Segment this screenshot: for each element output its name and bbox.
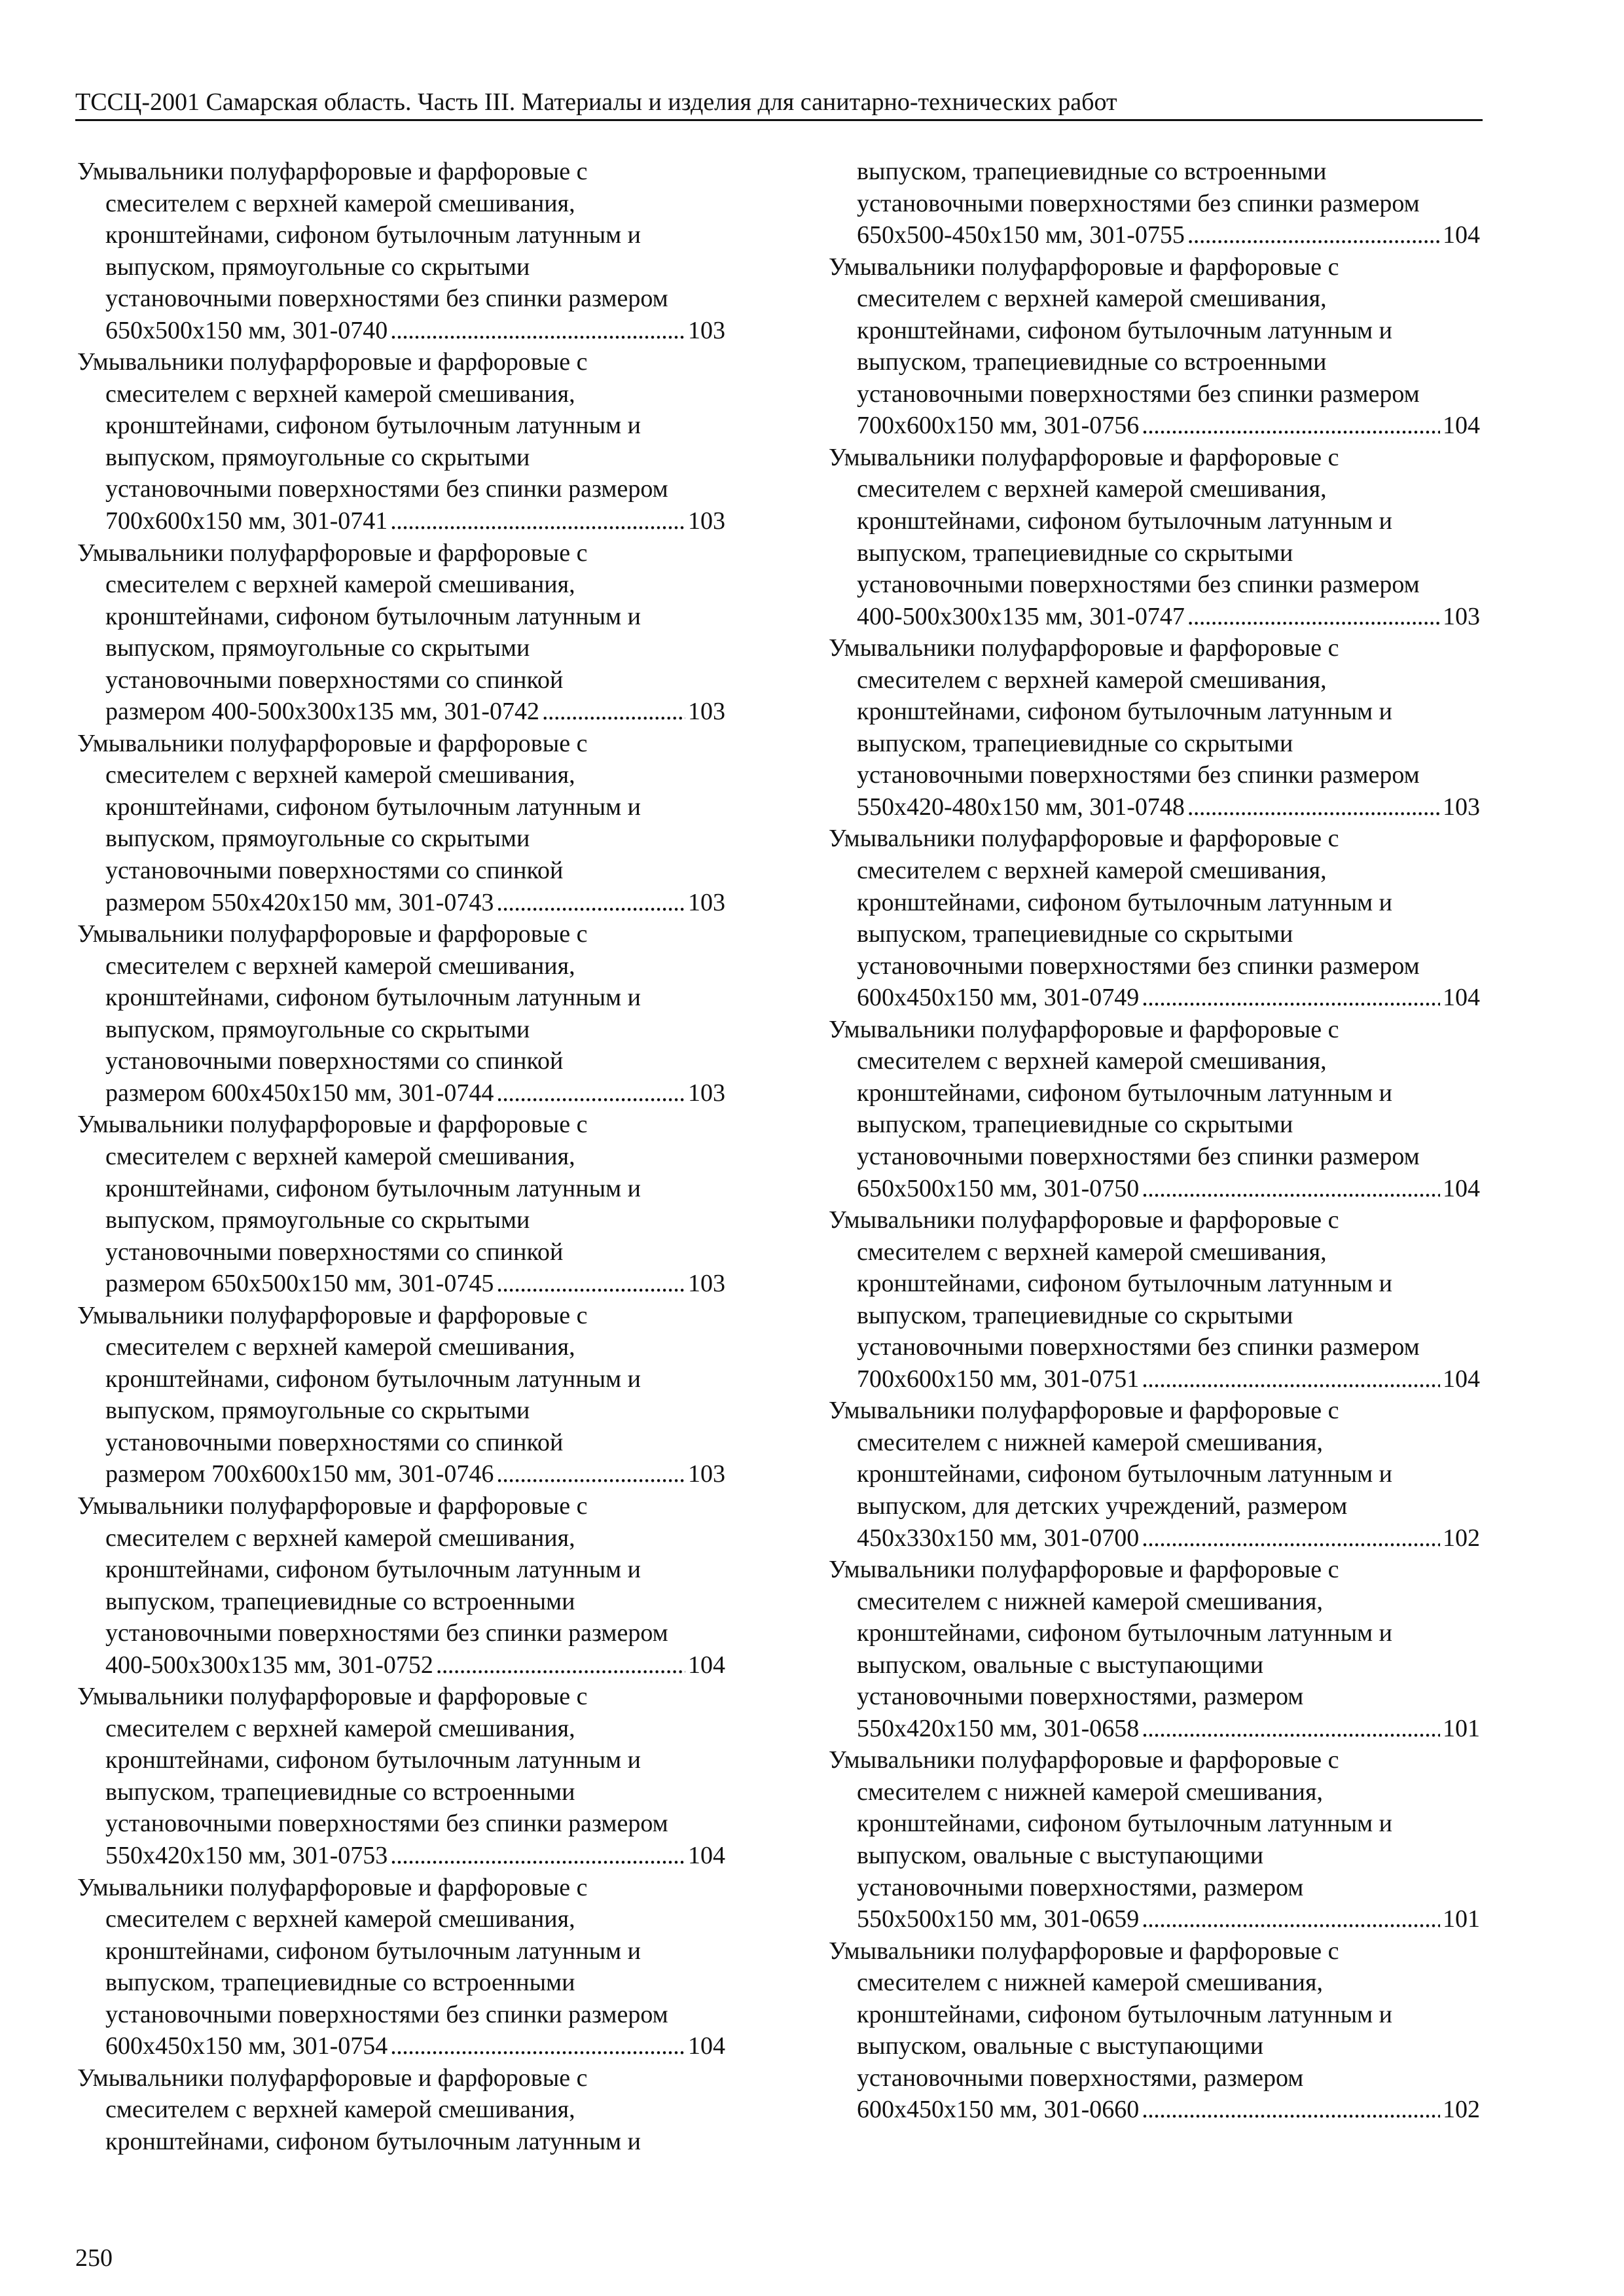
index-entry-text: кронштейнами, сифоном бутылочным латунным и: [857, 1270, 1393, 1298]
index-entry-last-line: [77, 1840, 725, 1872]
index-entry: [77, 537, 725, 728]
index-entry-text: выпуском, трапециевидные со встроенными: [105, 1587, 575, 1615]
dot-leader: [1142, 1903, 1440, 1935]
index-page-ref: 103: [688, 1270, 725, 1298]
index-entry-last-line: [829, 1903, 1480, 1935]
index-page-ref: 101: [1443, 1905, 1480, 1933]
index-entry-text: кронштейнами, сифоном бутылочным латунным и: [105, 1174, 641, 1202]
dot-leader: [436, 1649, 685, 1681]
index-page-ref: 104: [688, 1651, 725, 1679]
index-entry: [77, 1109, 725, 1299]
index-entry-text: Умывальники полуфарфоровые и фарфоровые с: [829, 1397, 1339, 1425]
index-entry-text: размером 700х600х150 мм, 301-0746: [105, 1460, 494, 1488]
index-entry-text: установочными поверхностями без спинки размером: [857, 380, 1420, 408]
index-entry-text: выпуском, овальные с выступающими: [857, 1841, 1264, 1869]
index-entry-text: Умывальники полуфарфоровые и фарфоровые с: [77, 348, 588, 376]
running-header: ТССЦ-2001 Самарская область. Часть III. Материалы и изделия для санитарно-технических работ: [75, 88, 1117, 116]
dot-leader: [542, 696, 685, 728]
index-entry-text: смесителем с нижней камерой смешивания,: [857, 1587, 1323, 1615]
index-entry-last-line: [77, 505, 725, 537]
index-entry-text: 700х600х150 мм, 301-0751: [857, 1365, 1140, 1393]
dot-leader: [496, 887, 685, 919]
index-entry-text: выпуском, овальные с выступающими: [857, 2032, 1264, 2060]
index-entry-text: кронштейнами, сифоном бутылочным латунным и: [857, 1079, 1393, 1107]
index-entry-text: выпуском, трапециевидные со встроенными: [857, 348, 1327, 376]
index-entry-text: кронштейнами, сифоном бутылочным латунным и: [105, 602, 641, 630]
header-rule: [75, 119, 1483, 121]
index-entry-text: Умывальники полуфарфоровые и фарфоровые с: [829, 1937, 1339, 1965]
index-entry-text: Умывальники полуфарфоровые и фарфоровые с: [829, 634, 1339, 662]
index-page-ref: 103: [1443, 602, 1480, 630]
index-entry-text: смесителем с верхней камерой смешивания,: [857, 475, 1327, 503]
index-entry-text: смесителем с верхней камерой смешивания,: [857, 1047, 1327, 1075]
dot-leader: [1142, 982, 1440, 1014]
index-page-ref: 102: [1443, 1524, 1480, 1552]
index-entry-last-line: [77, 696, 725, 728]
index-entry-text: выпуском, прямоугольные со скрытыми: [105, 1397, 530, 1425]
index-entry-text: Умывальники полуфарфоровые и фарфоровые с: [77, 2064, 588, 2092]
index-entry: [829, 442, 1480, 632]
index-entry-text: Умывальники полуфарфоровые и фарфоровые с: [77, 539, 588, 567]
index-entry-text: выпуском, прямоугольные со скрытыми: [105, 1206, 530, 1234]
index-page-ref: 103: [1443, 793, 1480, 821]
index-entry-last-line: [77, 887, 725, 919]
index-entry-last-line: [77, 1649, 725, 1681]
index-entry-text: Умывальники полуфарфоровые и фарфоровые с: [77, 1492, 588, 1520]
index-entry: [829, 1554, 1480, 1744]
index-entry-last-line: [829, 791, 1480, 823]
index-entry-text: установочными поверхностями, размером: [857, 1683, 1304, 1711]
index-entry-text: установочными поверхностями со спинкой: [105, 1428, 564, 1456]
index-entry-text: кронштейнами, сифоном бутылочным латунным и: [105, 1937, 641, 1965]
index-entry-text: кронштейнами, сифоном бутылочным латунным и: [857, 1619, 1393, 1647]
index-entry-text: размером 400-500х300х135 мм, 301-0742: [105, 698, 539, 726]
index-entry-text: кронштейнами, сифоном бутылочным латунным и: [857, 1460, 1393, 1488]
index-entry-text: установочными поверхностями со спинкой: [105, 666, 564, 694]
index-page-ref: 104: [1443, 1365, 1480, 1393]
dot-leader: [1142, 2094, 1440, 2126]
index-entry-text: смесителем с верхней камерой смешивания,: [857, 857, 1327, 885]
dot-leader: [390, 2030, 685, 2062]
index-entry-text: установочными поверхностями со спинкой: [105, 1238, 564, 1266]
dot-leader: [1142, 1522, 1440, 1554]
index-entry-text: установочными поверхностями со спинкой: [105, 1047, 564, 1075]
index-entry-text: смесителем с верхней камерой смешивания,: [105, 571, 575, 599]
index-entry-last-line: [77, 2030, 725, 2062]
index-entry-text: 600х450х150 мм, 301-0754: [105, 2032, 388, 2060]
index-entry-text: смесителем с верхней камерой смешивания,: [105, 2096, 575, 2124]
index-entry-text: Умывальники полуфарфоровые и фарфоровые с: [77, 1111, 588, 1139]
index-entry: [829, 1204, 1480, 1395]
index-entry-text: выпуском, трапециевидные со встроенными: [105, 1969, 575, 1997]
index-entry-text: выпуском, прямоугольные со скрытыми: [105, 253, 530, 281]
index-entry-text: выпуском, овальные с выступающими: [857, 1651, 1264, 1679]
dot-leader: [390, 1840, 685, 1872]
index-entry-text: Умывальники полуфарфоровые и фарфоровые с: [829, 443, 1339, 471]
index-entry-text: установочными поверхностями без спинки размером: [857, 952, 1420, 980]
index-entry-text: кронштейнами, сифоном бутылочным латунным и: [105, 793, 641, 821]
index-entry-text: установочными поверхностями без спинки размером: [857, 1333, 1420, 1361]
index-entry-text: Умывальники полуфарфоровые и фарфоровые с: [77, 920, 588, 948]
index-entry: [77, 918, 725, 1109]
index-entry-text: Умывальники полуфарфоровые и фарфоровые с: [829, 1015, 1339, 1043]
index-column-right: [829, 156, 1480, 2126]
index-entry-text: смесителем с верхней камерой смешивания,: [105, 1524, 575, 1552]
index-entry-text: кронштейнами, сифоном бутылочным латунным и: [857, 1810, 1393, 1838]
index-entry-text: смесителем с нижней камерой смешивания,: [857, 1778, 1323, 1806]
index-entry-text: Умывальники полуфарфоровые и фарфоровые с: [77, 1873, 588, 1901]
index-entry-text: смесителем с нижней камерой смешивания,: [857, 1969, 1323, 1997]
index-entry: [829, 251, 1480, 442]
index-page-ref: 103: [688, 888, 725, 916]
index-entry-text: установочными поверхностями без спинки размером: [857, 1142, 1420, 1170]
index-entry-text: кронштейнами, сифоном бутылочным латунным и: [857, 2000, 1393, 2028]
index-entry: [77, 1490, 725, 1681]
index-entry-text: кронштейнами, сифоном бутылочным латунным и: [857, 507, 1393, 535]
index-entry: [77, 728, 725, 918]
index-entry: [77, 156, 725, 346]
index-entry-text: установочными поверхностями без спинки размером: [105, 285, 668, 313]
index-entry-text: установочными поверхностями без спинки размером: [857, 571, 1420, 599]
index-entry-text: выпуском, трапециевидные со встроенными: [857, 158, 1327, 185]
index-entry-text: установочными поверхностями, размером: [857, 1873, 1304, 1901]
index-entry-text: 650х500х150 мм, 301-0740: [105, 316, 388, 344]
dot-leader: [390, 315, 685, 347]
index-page-ref: 104: [1443, 1174, 1480, 1202]
index-entry-text: Умывальники полуфарфоровые и фарфоровые с: [829, 1206, 1339, 1234]
index-entry-text: Умывальники полуфарфоровые и фарфоровые с: [829, 825, 1339, 853]
index-entry-text: установочными поверхностями без спинки размером: [857, 189, 1420, 217]
index-entry-text: установочными поверхностями без спинки размером: [105, 2000, 668, 2028]
index-entry-last-line: [829, 1522, 1480, 1554]
index-entry-text: Умывальники полуфарфоровые и фарфоровые с: [77, 1301, 588, 1329]
index-entry-text: 700х600х150 мм, 301-0741: [105, 507, 388, 535]
index-entry-last-line: [77, 1458, 725, 1490]
index-entry-text: 650х500-450х150 мм, 301-0755: [857, 221, 1185, 249]
index-entry-text: смесителем с верхней камерой смешивания,: [105, 1142, 575, 1170]
index-entry-text: кронштейнами, сифоном бутылочным латунным и: [105, 412, 641, 440]
index-entry-text: 450х330х150 мм, 301-0700: [857, 1524, 1140, 1552]
index-entry-text: кронштейнами, сифоном бутылочным латунным и: [105, 2127, 641, 2155]
index-entry-text: размером 550х420х150 мм, 301-0743: [105, 888, 494, 916]
index-page-ref: 104: [1443, 221, 1480, 249]
index-entry: [829, 632, 1480, 823]
index-entry-text: смесителем с верхней камерой смешивания,: [105, 1905, 575, 1933]
index-entry-text: смесителем с верхней камерой смешивания,: [105, 380, 575, 408]
index-entry: [829, 1014, 1480, 1204]
index-entry: [77, 1300, 725, 1490]
index-page-ref: 103: [688, 316, 725, 344]
index-entry-text: выпуском, прямоугольные со скрытыми: [105, 825, 530, 853]
index-entry-text: смесителем с верхней камерой смешивания,: [105, 1714, 575, 1742]
page-number: 250: [75, 2244, 113, 2272]
index-entry-text: размером 650х500х150 мм, 301-0745: [105, 1270, 494, 1298]
index-entry-text: кронштейнами, сифоном бутылочным латунным и: [105, 221, 641, 249]
dot-leader: [496, 1458, 685, 1490]
index-column-left: [77, 156, 725, 2157]
index-entry-text: 600х450х150 мм, 301-0660: [857, 2096, 1140, 2124]
index-entry-last-line: [829, 1363, 1480, 1395]
index-page-ref: 103: [688, 1079, 725, 1107]
index-entry-text: Умывальники полуфарфоровые и фарфоровые с: [829, 1746, 1339, 1774]
index-entry-text: кронштейнами, сифоном бутылочным латунным и: [857, 316, 1393, 344]
index-entry-text: Умывальники полуфарфоровые и фарфоровые с: [829, 253, 1339, 281]
index-entry-text: установочными поверхностями без спинки размером: [105, 475, 668, 503]
index-entry-text: установочными поверхностями, размером: [857, 2064, 1304, 2092]
index-page-ref: 101: [1443, 1714, 1480, 1742]
index-entry-text: установочными поверхностями со спинкой: [105, 857, 564, 885]
index-entry-text: 550х500х150 мм, 301-0659: [857, 1905, 1140, 1933]
index-entry-text: 700х600х150 мм, 301-0756: [857, 412, 1140, 440]
index-entry-text: кронштейнами, сифоном бутылочным латунным и: [857, 888, 1393, 916]
index-entry-text: смесителем с верхней камерой смешивания,: [857, 285, 1327, 313]
dot-leader: [1142, 410, 1440, 442]
index-entry-last-line: [829, 410, 1480, 442]
index-page-ref: 103: [688, 507, 725, 535]
index-entry-last-line: [829, 2094, 1480, 2126]
dot-leader: [1187, 219, 1440, 251]
index-entry-last-line: [829, 982, 1480, 1014]
index-entry-text: смесителем с верхней камерой смешивания,: [105, 952, 575, 980]
index-page-ref: 103: [688, 698, 725, 726]
index-entry-text: кронштейнами, сифоном бутылочным латунным и: [105, 1365, 641, 1393]
index-entry-text: размером 600х450х150 мм, 301-0744: [105, 1079, 494, 1107]
index-entry-text: кронштейнами, сифоном бутылочным латунным и: [105, 984, 641, 1012]
dot-leader: [1187, 791, 1440, 823]
index-entry: [829, 1744, 1480, 1935]
index-page-ref: 103: [688, 1460, 725, 1488]
index-entry-text: 400-500х300х135 мм, 301-0747: [857, 602, 1185, 630]
index-entry: [829, 823, 1480, 1013]
index-entry-text: установочными поверхностями без спинки размером: [105, 1619, 668, 1647]
index-entry-text: установочными поверхностями без спинки размером: [857, 761, 1420, 789]
index-entry-last-line: [77, 1268, 725, 1300]
index-entry-text: установочными поверхностями без спинки размером: [105, 1810, 668, 1838]
dot-leader: [1142, 1363, 1440, 1395]
index-entry-text: выпуском, для детских учреждений, размером: [857, 1492, 1348, 1520]
index-entry-text: выпуском, прямоугольные со скрытыми: [105, 1015, 530, 1043]
index-entry-text: кронштейнами, сифоном бутылочным латунным и: [105, 1556, 641, 1584]
index-entry-text: Умывальники полуфарфоровые и фарфоровые с: [77, 1683, 588, 1711]
index-entry-text: 550х420х150 мм, 301-0753: [105, 1841, 388, 1869]
index-entry: [77, 1872, 725, 2062]
index-entry-text: выпуском, трапециевидные со скрытыми: [857, 729, 1293, 757]
dot-leader: [496, 1268, 685, 1300]
index-entry-text: выпуском, прямоугольные со скрытыми: [105, 634, 530, 662]
index-entry-text: 650х500х150 мм, 301-0750: [857, 1174, 1140, 1202]
index-entry-text: 550х420х150 мм, 301-0658: [857, 1714, 1140, 1742]
index-entry-last-line: [829, 1173, 1480, 1205]
index-entry-text: Умывальники полуфарфоровые и фарфоровые с: [77, 158, 588, 185]
dot-leader: [1142, 1173, 1440, 1205]
index-page-ref: 104: [1443, 984, 1480, 1012]
index-entry-text: смесителем с верхней камерой смешивания,: [857, 666, 1327, 694]
index-entry-last-line: [829, 601, 1480, 633]
index-entry-text: выпуском, трапециевидные со скрытыми: [857, 920, 1293, 948]
index-entry-text: смесителем с верхней камерой смешивания,: [105, 1333, 575, 1361]
index-entry-text: 550х420-480х150 мм, 301-0748: [857, 793, 1185, 821]
index-entry-text: выпуском, трапециевидные со скрытыми: [857, 1111, 1293, 1139]
index-page-ref: 104: [1443, 412, 1480, 440]
index-entry-last-line: [829, 219, 1480, 251]
index-entry-text: выпуском, трапециевидные со встроенными: [105, 1778, 575, 1806]
index-entry: [829, 1395, 1480, 1554]
index-entry-text: 400-500х300х135 мм, 301-0752: [105, 1651, 433, 1679]
index-page-ref: 102: [1443, 2096, 1480, 2124]
index-entry: [77, 346, 725, 537]
index-entry-last-line: [829, 1713, 1480, 1745]
dot-leader: [390, 505, 685, 537]
index-entry-text: смесителем с верхней камерой смешивания,: [105, 189, 575, 217]
index-entry-text: Умывальники полуфарфоровые и фарфоровые с: [77, 729, 588, 757]
index-page-ref: 104: [688, 2032, 725, 2060]
index-entry-text: 600х450х150 мм, 301-0749: [857, 984, 1140, 1012]
index-entry-text: смесителем с верхней камерой смешивания,: [857, 1238, 1327, 1266]
index-entry: [77, 2062, 725, 2158]
dot-leader: [496, 1077, 685, 1109]
index-entry-text: выпуском, трапециевидные со скрытыми: [857, 1301, 1293, 1329]
dot-leader: [1187, 601, 1440, 633]
index-entry-text: Умывальники полуфарфоровые и фарфоровые с: [829, 1556, 1339, 1584]
dot-leader: [1142, 1713, 1440, 1745]
index-entry: [77, 1681, 725, 1871]
index-entry-last-line: [77, 315, 725, 347]
index-page-ref: 104: [688, 1841, 725, 1869]
index-entry-text: смесителем с верхней камерой смешивания,: [105, 761, 575, 789]
index-entry-last-line: [77, 1077, 725, 1109]
index-entry-text: кронштейнами, сифоном бутылочным латунным и: [105, 1746, 641, 1774]
index-entry-text: выпуском, прямоугольные со скрытыми: [105, 443, 530, 471]
index-entry-text: кронштейнами, сифоном бутылочным латунным и: [857, 698, 1393, 726]
index-entry: [829, 1935, 1480, 2126]
index-entry-text: смесителем с нижней камерой смешивания,: [857, 1428, 1323, 1456]
index-entry-text: выпуском, трапециевидные со скрытыми: [857, 539, 1293, 567]
index-entry: [829, 156, 1480, 251]
